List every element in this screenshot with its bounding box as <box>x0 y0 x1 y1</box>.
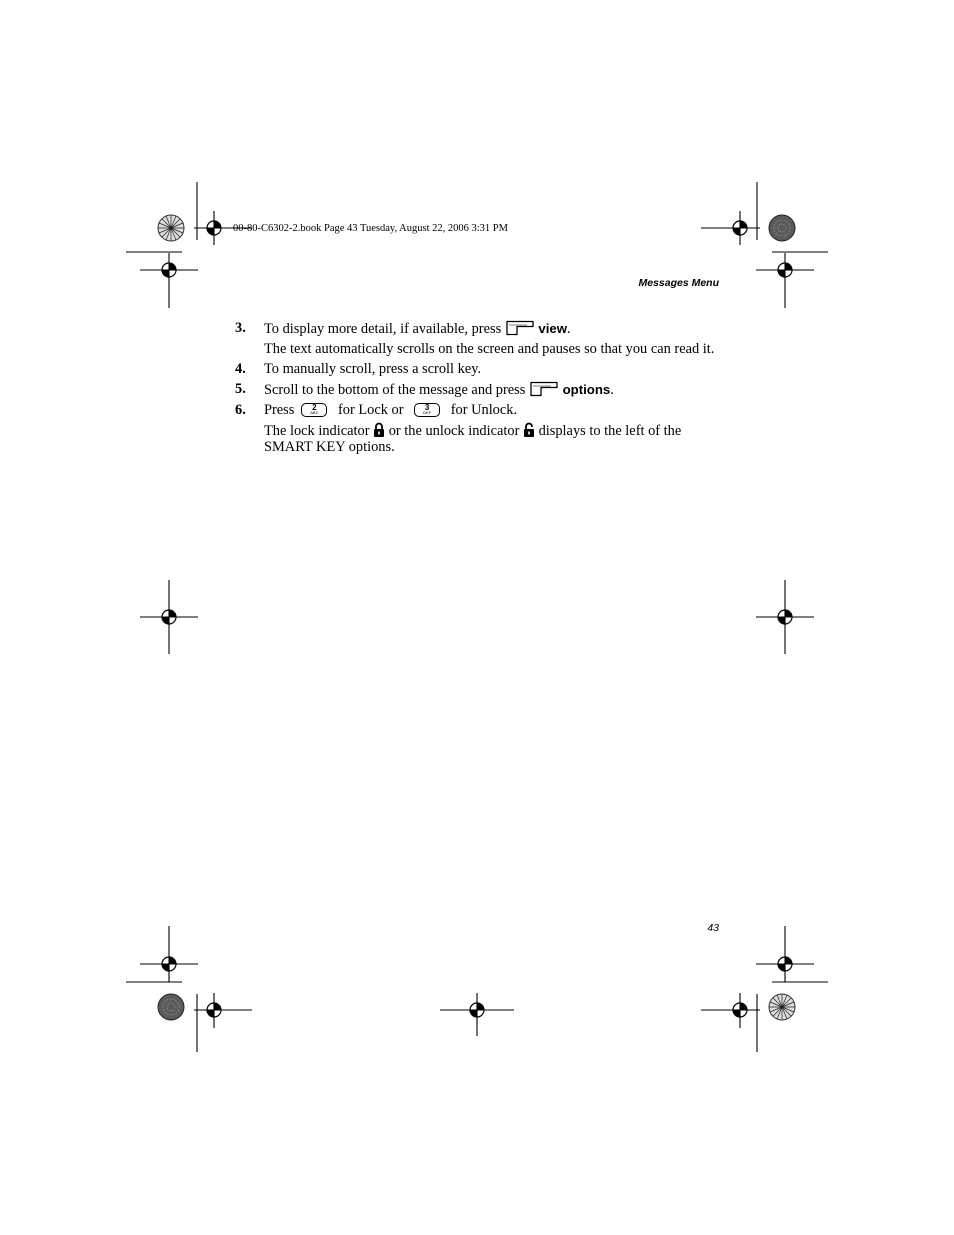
softkey-label-view: view <box>538 321 567 336</box>
step-note <box>264 422 725 455</box>
step-text <box>264 402 725 418</box>
running-head: Messages Menu <box>638 277 719 289</box>
key-letters: ABC <box>310 410 319 415</box>
step-number: 3. <box>235 320 246 336</box>
step-4 <box>235 361 725 377</box>
step-text-part: To display more detail, if available, press <box>264 321 505 337</box>
step-6 <box>235 402 725 455</box>
step-text <box>264 381 725 398</box>
step-text-part: for Lock or <box>334 402 408 418</box>
step-text-part: or the unlock indicator <box>385 423 523 439</box>
step-text-part: The lock indicator <box>264 423 374 439</box>
key-3-icon <box>414 403 440 417</box>
step-number: 6. <box>235 402 246 418</box>
step-5 <box>235 381 725 398</box>
step-number: 5. <box>235 381 246 397</box>
step-3 <box>235 320 725 357</box>
step-text-part: Press <box>264 402 295 418</box>
step-text-part: . <box>610 382 614 398</box>
step-text-part: for Unlock. <box>447 402 518 418</box>
key-2-icon <box>301 403 327 417</box>
step-note: The text automatically scrolls on the screen and pauses so that you can read it. <box>264 341 715 357</box>
key-number: 3 <box>424 403 430 412</box>
step-text: To manually scroll, press a scroll key. <box>264 361 482 377</box>
lock-icon <box>373 422 385 438</box>
instruction-steps <box>235 320 725 459</box>
right-softkey-icon <box>529 381 559 397</box>
step-number: 4. <box>235 361 246 377</box>
step-text <box>264 320 725 337</box>
unlock-icon <box>523 422 535 438</box>
step-text-part: Scroll to the bottom of the message and press <box>264 382 529 398</box>
step-text-part: displays to the left of the SMART KEY options. <box>264 423 682 455</box>
right-softkey-icon <box>505 320 535 336</box>
key-letters: DEF <box>423 410 432 415</box>
softkey-label-options: options <box>562 382 611 397</box>
key-number: 2 <box>312 403 317 412</box>
step-text-part: . <box>566 321 571 337</box>
page-number: 43 <box>707 922 719 934</box>
print-slug: 00-80-C6302-2.book Page 43 Tuesday, August 22, 2006 3:31 PM <box>233 223 508 234</box>
